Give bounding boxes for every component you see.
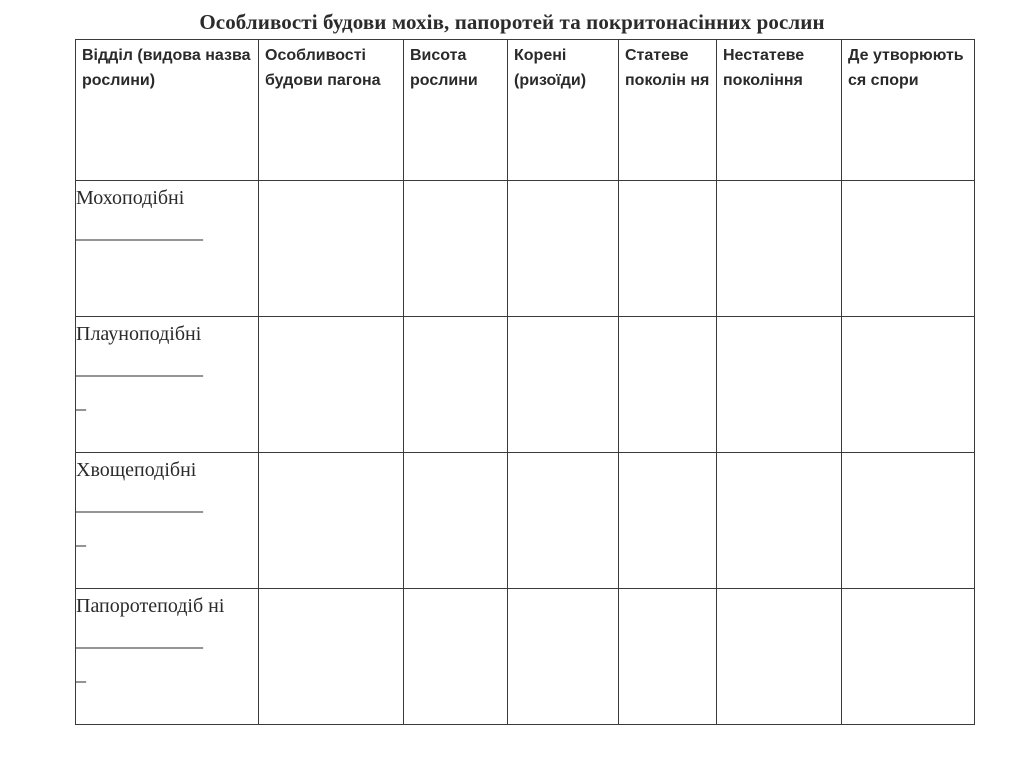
empty-cell[interactable]: [508, 181, 619, 317]
empty-cell[interactable]: [842, 317, 975, 453]
empty-cell[interactable]: [259, 317, 404, 453]
fill-in-line: ______________: [76, 221, 202, 243]
fill-in-line-tail: _: [76, 663, 85, 685]
empty-cell[interactable]: [842, 181, 975, 317]
division-name: Папоротеподіб ні: [76, 595, 225, 617]
empty-cell[interactable]: [842, 453, 975, 589]
table-row: [76, 589, 975, 725]
header-sexual-generation: Статеве поколін ня: [619, 40, 717, 181]
empty-cell[interactable]: [404, 453, 508, 589]
empty-cell[interactable]: [619, 589, 717, 725]
table-row: [76, 317, 975, 453]
table-row: [76, 453, 975, 589]
empty-cell[interactable]: [404, 317, 508, 453]
empty-cell[interactable]: [404, 589, 508, 725]
empty-cell[interactable]: [717, 453, 842, 589]
header-roots-rhizoids: Корені (ризоїди): [508, 40, 619, 181]
fill-in-line-tail: _: [76, 391, 85, 413]
empty-cell[interactable]: [717, 317, 842, 453]
empty-cell[interactable]: [508, 453, 619, 589]
page-title: Особливості будови мохів, папоротей та покритонасінних рослин: [199, 10, 825, 34]
fill-in-line: ______________: [76, 493, 202, 515]
header-asexual-generation: Нестатеве покоління: [717, 40, 842, 181]
empty-cell[interactable]: [619, 317, 717, 453]
division-cell-clubmosses[interactable]: [76, 317, 259, 453]
division-name: Мохоподібні: [76, 187, 185, 209]
fill-in-line: ______________: [76, 629, 202, 651]
division-cell-horsetails[interactable]: [76, 453, 259, 589]
fill-in-line: ______________: [76, 357, 202, 379]
header-shoot-structure: Особливості будови пагона: [259, 40, 404, 181]
empty-cell[interactable]: [508, 317, 619, 453]
header-plant-height: Висота рослини: [404, 40, 508, 181]
empty-cell[interactable]: [717, 181, 842, 317]
table-row: [76, 181, 975, 317]
empty-cell[interactable]: [404, 181, 508, 317]
division-name: Хвощеподібні: [76, 459, 197, 481]
empty-cell[interactable]: [619, 181, 717, 317]
empty-cell[interactable]: [259, 589, 404, 725]
division-cell-mosses[interactable]: [76, 181, 259, 317]
fill-in-line-tail: _: [76, 527, 85, 549]
division-cell-ferns[interactable]: [76, 589, 259, 725]
header-spore-location: Де утворюють ся спори: [842, 40, 975, 181]
header-row: [76, 40, 975, 181]
header-division: Відділ (видова назва рослини): [76, 40, 259, 181]
division-name: Плауноподібні: [76, 323, 202, 345]
empty-cell[interactable]: [508, 589, 619, 725]
plant-comparison-table: [75, 39, 975, 725]
empty-cell[interactable]: [717, 589, 842, 725]
empty-cell[interactable]: [259, 181, 404, 317]
empty-cell[interactable]: [619, 453, 717, 589]
empty-cell[interactable]: [842, 589, 975, 725]
empty-cell[interactable]: [259, 453, 404, 589]
